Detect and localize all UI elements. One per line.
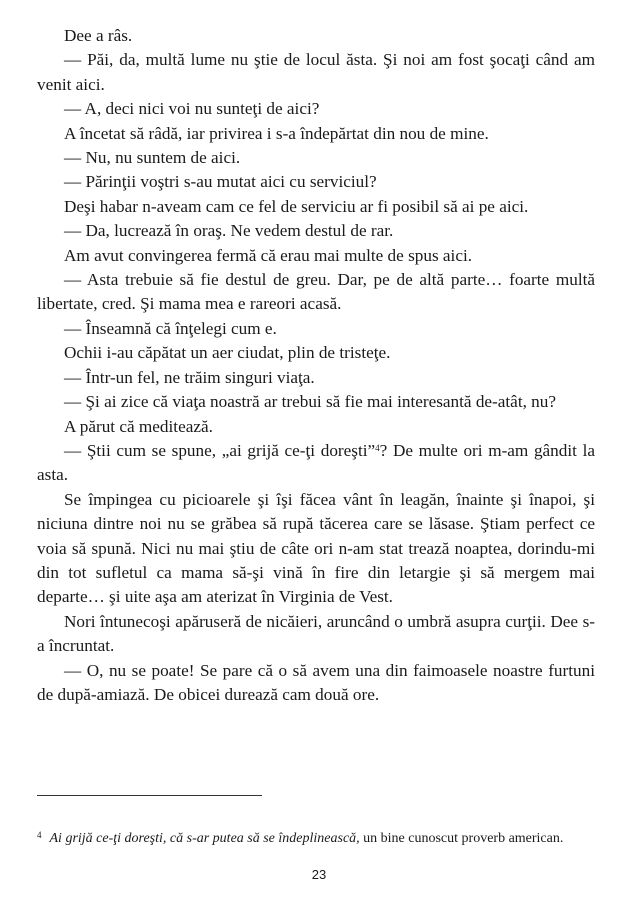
footnote-quote: Ai grijă ce-ţi doreşti, că s-ar putea să se îndeplinească, bbox=[49, 831, 360, 846]
paragraph: Dee a râs. bbox=[64, 26, 133, 45]
paragraph: Deşi habar n-aveam cam ce fel de serviciu ar fi posibil să ai pe aici. bbox=[64, 196, 529, 216]
paragraph: — Asta trebuie să fie destul de greu. Dar, pe de altă parte… foarte multă libertate, cred. Şi mama mea e rareori acasă. bbox=[37, 270, 595, 314]
paragraph: A încetat să râdă, iar privirea i s-a îndepărtat din nou de mine. bbox=[64, 123, 489, 143]
paragraph: Am avut convingerea fermă că erau mai multe de spus aici. bbox=[64, 245, 473, 265]
page-number: 23 bbox=[311, 867, 327, 882]
paragraph: — Păi, da, multă lume nu ştie de locul ăsta. Şi noi am fost şocaţi când am venit aici. bbox=[37, 50, 595, 94]
footnote-marker: 4 bbox=[375, 442, 380, 453]
paragraph: — Părinţii voştri s-au mutat aici cu serviciul? bbox=[64, 172, 377, 192]
paragraph: — Într-un fel, ne trăim singuri viaţa. bbox=[64, 367, 315, 387]
paragraph: Nori întunecoşi apăruseră de nicăieri, aruncând o umbră asupra curţii. Dee s-a încruntat. bbox=[37, 611, 595, 656]
paragraph: — O, nu se poate! Se pare că o să avem una din faimoasele noastre furtuni de după-amiază. De obicei durează cam două ore. bbox=[37, 660, 595, 704]
paragraph-text: — Ştii cum se spune, „ai grijă ce-ţi doreşti” bbox=[64, 440, 376, 460]
paragraph-with-footnote bbox=[37, 439, 595, 488]
paragraph: — Da, lucrează în oraş. Ne vedem destul de rar. bbox=[64, 221, 394, 241]
paragraph: — Şi ai zice că viaţa noastră ar trebui să fie mai interesantă de-atât, nu? bbox=[64, 392, 557, 412]
footnote-number: 4 bbox=[37, 830, 42, 840]
paragraph: Se împingea cu picioarele şi îşi făcea vânt în leagăn, înainte şi înapoi, şi niciuna dintre noi nu se grăbea să rupă tăcerea care se lăsase. Ştiam perfect ce voia să spună. Nici nu mai ştiu de câte ori n-am stat trează noaptea, dorindu-mi din tot sufletul ca mama să-şi vină în fire din letargie şi să mergem mai departe… şi uite aşa am aterizat în Virginia de Vest. bbox=[37, 489, 595, 607]
paragraph: — Înseamnă că înţelegi cum e. bbox=[64, 318, 277, 338]
paragraph: — A, deci nici voi nu sunteţi de aici? bbox=[64, 99, 320, 119]
paragraph-continuation: ? De multe ori m-am gândit la asta. bbox=[37, 440, 595, 485]
body-text bbox=[37, 24, 595, 707]
footnote-text: un bine cunoscut proverb american. bbox=[359, 831, 564, 846]
paragraph: — Nu, nu suntem de aici. bbox=[64, 148, 241, 168]
footnote-separator bbox=[37, 795, 262, 796]
paragraph: A părut că meditează. bbox=[64, 416, 213, 436]
paragraph: Ochii i-au căpătat un aer ciudat, plin de tristeţe. bbox=[64, 343, 391, 363]
footnote bbox=[37, 825, 595, 849]
